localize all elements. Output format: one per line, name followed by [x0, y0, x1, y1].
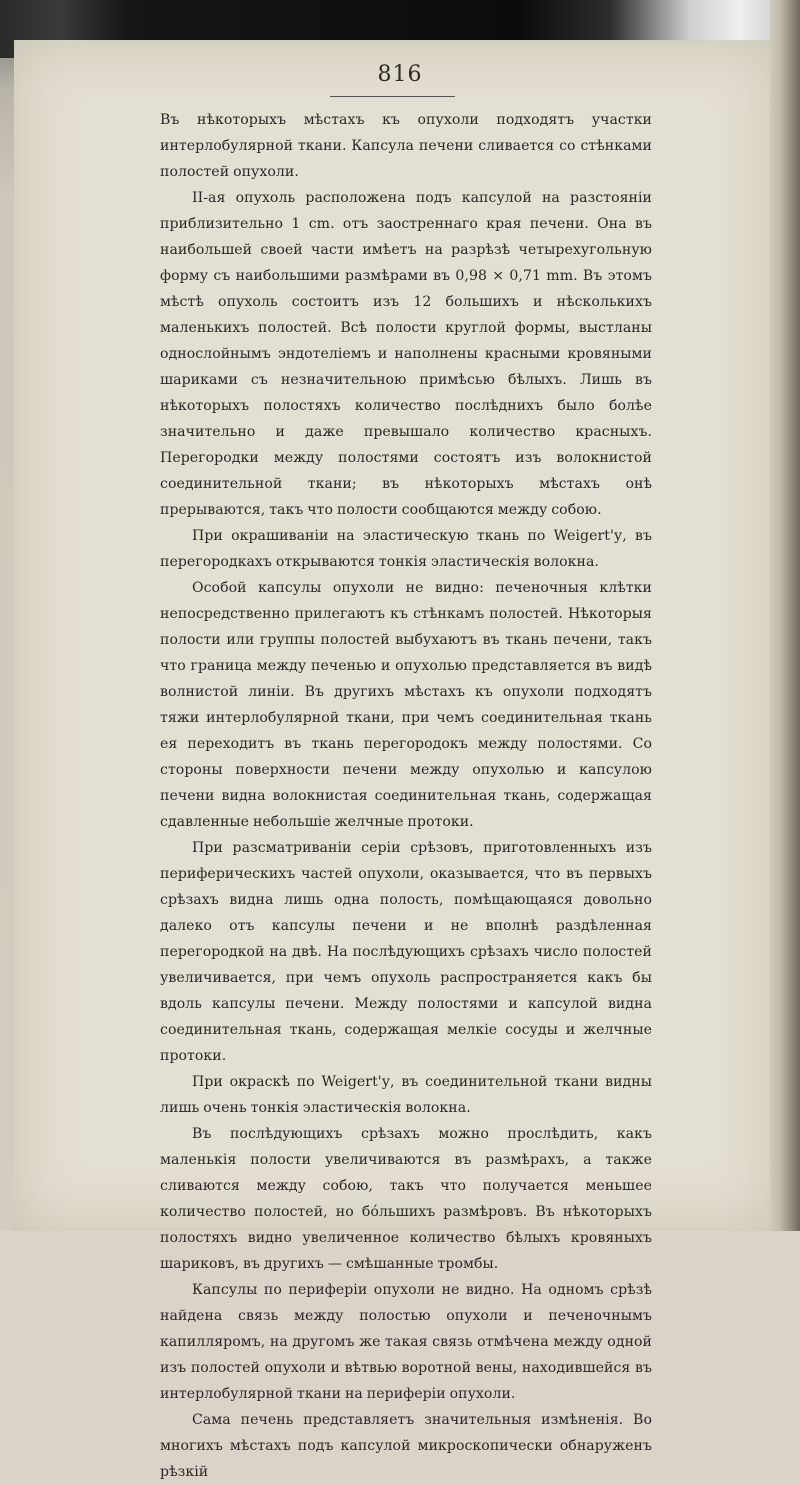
paragraph: Особой капсулы опухоли не видно: печеночныя клѣтки непосредственно прилегаютъ къ стѣнкамъ полостей. Нѣкоторыя полости или группы полостей выбухаютъ въ ткань печени, такъ что граница между печенью и опухолью представляется въ видѣ волнистой линіи. Въ другихъ мѣстахъ къ опухоли подходятъ тяжи интерлобулярной ткани, при чемъ соединительная ткань ея переходитъ въ ткань перегородокъ между полостями. Со стороны поверхности печени между опухолью и капсулою печени видна волокнистая соединительная ткань, содержащая сдавленные небольшіе желчные протоки. — [160, 580, 652, 830]
paragraph: При окрашиваніи на эластическую ткань по Weigert'у, въ перегородкахъ открываются тонкія эластическія волокна. — [160, 528, 652, 570]
paragraph: Капсулы по периферіи опухоли не видно. На одномъ срѣзѣ найдена связь между полостью опухоли и печеночнымъ капилляромъ, на другомъ же такая связь отмѣчена между одной изъ полостей опухоли и вѣтвью воротной вены, находившейся въ интерлобулярной ткани на периферіи опухоли. — [160, 1282, 652, 1402]
page-number: 816 — [377, 62, 423, 87]
body-text — [160, 107, 652, 1485]
paragraph: Сама печень представляетъ значительныя измѣненія. Во многихъ мѣстахъ подъ капсулой микроскопически обнаруженъ рѣзкій — [160, 1412, 652, 1480]
paragraph: Въ послѣдующихъ срѣзахъ можно прослѣдить, какъ маленькія полости увеличиваются въ размѣрахъ, а также сливаются между собою, такъ что получается меньшее количество полостей, но бóльшихъ размѣровъ. Въ нѣкоторыхъ полостяхъ видно увеличенное количество бѣлыхъ кровяныхъ шариковъ, въ другихъ — смѣшанные тромбы. — [160, 1126, 652, 1272]
page-number-underline — [330, 96, 455, 97]
paragraph: II-ая опухоль расположена подъ капсулой на разстояніи приблизительно 1 cm. отъ заостреннаго края печени. Она въ наибольшей своей части имѣетъ на разрѣзѣ четырехугольную форму съ наибольшими размѣрами въ 0,98 × 0,71 mm. Въ этомъ мѣстѣ опухоль состоитъ изъ 12 большихъ и нѣсколькихъ маленькихъ полостей. Всѣ полости круглой формы, выстланы однослойнымъ эндотеліемъ и наполнены красными кровяными шариками съ незначительною примѣсью бѣлыхъ. Лишь въ нѣкоторыхъ полостяхъ количество послѣднихъ было болѣе значительно и даже превышало количество красныхъ. Перегородки между полостями состоятъ изъ волокнистой соединительной ткани; въ нѣкоторыхъ мѣстахъ онѣ прерываются, такъ что полости сообщаются между собою. — [160, 190, 652, 518]
paragraph: При разсматриваніи серіи срѣзовъ, приготовленныхъ изъ периферическихъ частей опухоли, оказывается, что въ первыхъ срѣзахъ видна лишь одна полость, помѣщающаяся довольно далеко отъ капсулы печени и не вполнѣ раздѣленная перегородкой на двѣ. На послѣдующихъ срѣзахъ число полостей увеличивается, при чемъ опухоль распространяется какъ бы вдоль капсулы печени. Между полостями и капсулой видна соединительная ткань, содержащая мелкіе сосуды и желчные протоки. — [160, 840, 652, 1064]
paragraph: При окраскѣ по Weigert'у, въ соединительной ткани видны лишь очень тонкія эластическія волокна. — [160, 1074, 652, 1116]
book-spine-edge — [770, 0, 800, 1231]
paragraph: Въ нѣкоторыхъ мѣстахъ къ опухоли подходятъ участки интерлобулярной ткани. Капсула печени сливается со стѣнками полостей опухоли. — [160, 112, 652, 180]
